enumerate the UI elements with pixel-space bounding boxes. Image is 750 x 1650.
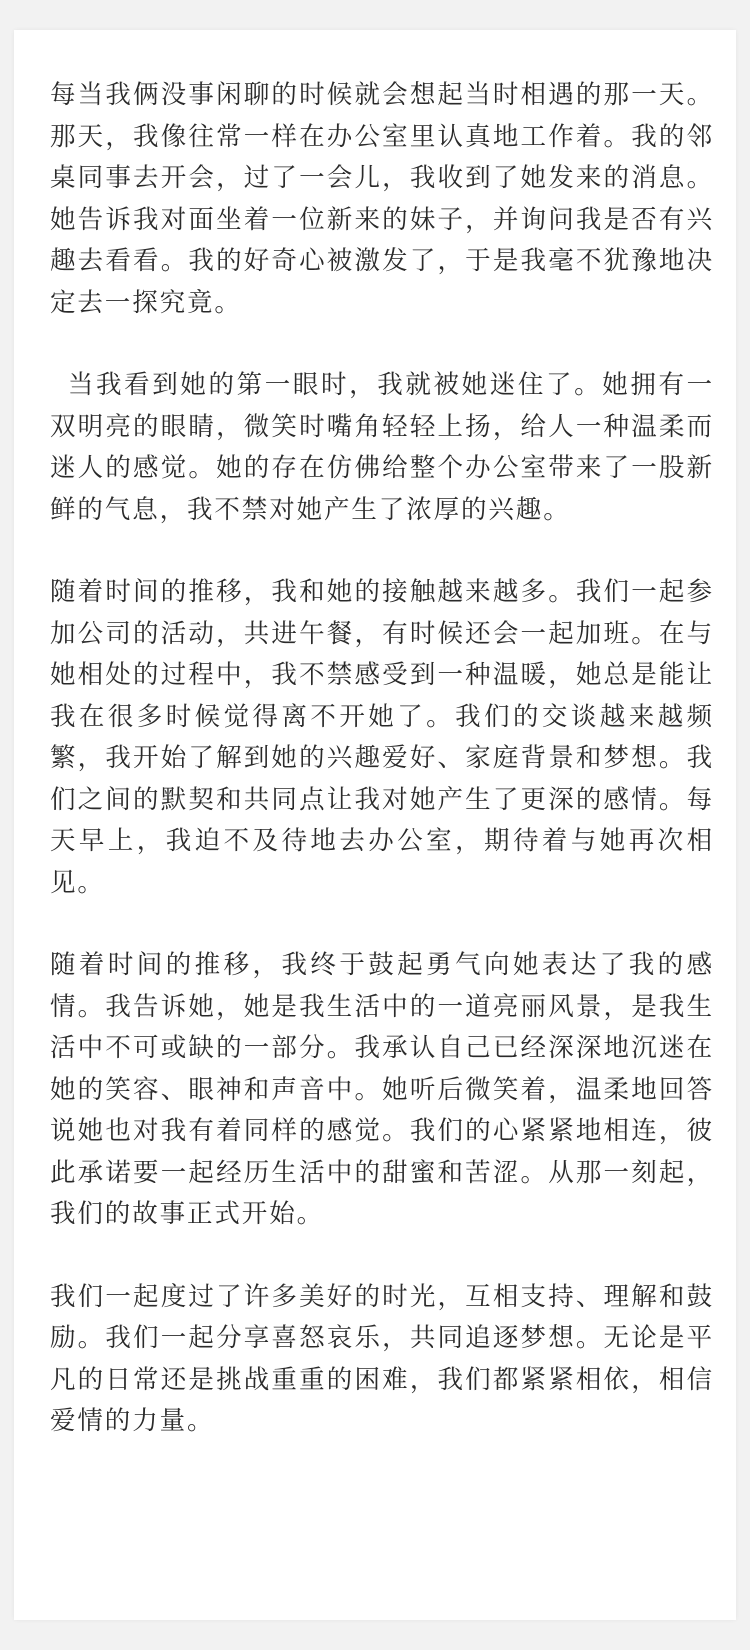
paragraph-5: 我们一起度过了许多美好的时光，互相支持、理解和鼓励。我们一起分享喜怒哀乐，共同追逐梦想。无论是平凡的日常还是挑战重重的困难，我们都紧紧相依，相信爱情的力量。 [50,1281,714,1436]
article-card [14,30,736,1620]
paragraph-4: 随着时间的推移，我终于鼓起勇气向她表达了我的感情。我告诉她，她是我生活中的一道亮丽风景，是我生活中不可或缺的一部分。我承认自己已经深深地沉迷在她的笑容、眼神和声音中。她听后微笑着，温柔地回答说她也对我有着同样的感觉。我们的心紧紧地相连，彼此承诺要一起经历生活中的甜蜜和苦涩。从那一刻起，我们的故事正式开始。 [50,950,714,1229]
article-body [50,75,714,1484]
paragraph-3: 随着时间的推移，我和她的接触越来越多。我们一起参加公司的活动，共进午餐，有时候还会一起加班。在与她相处的过程中，我不禁感受到一种温暖，她总是能让我在很多时候觉得离不开她了。我们的交谈越来越频繁，我开始了解到她的兴趣爱好、家庭背景和梦想。我们之间的默契和共同点让我对她产生了更深的感情。每天早上，我迫不及待地去办公室，期待着与她再次相见。 [50,577,714,898]
paragraph-1: 每当我俩没事闲聊的时候就会想起当时相遇的那一天。那天，我像往常一样在办公室里认真地工作着。我的邻桌同事去开会，过了一会儿，我收到了她发来的消息。她告诉我对面坐着一位新来的妹子，并询问我是否有兴趣去看看。我的好奇心被激发了，于是我毫不犹豫地决定去一探究竟。 [50,80,714,318]
paragraph-2: 当我看到她的第一眼时，我就被她迷住了。她拥有一双明亮的眼睛，微笑时嘴角轻轻上扬，给人一种温柔而迷人的感觉。她的存在仿佛给整个办公室带来了一股新鲜的气息，我不禁对她产生了浓厚的兴趣。 [50,370,714,525]
